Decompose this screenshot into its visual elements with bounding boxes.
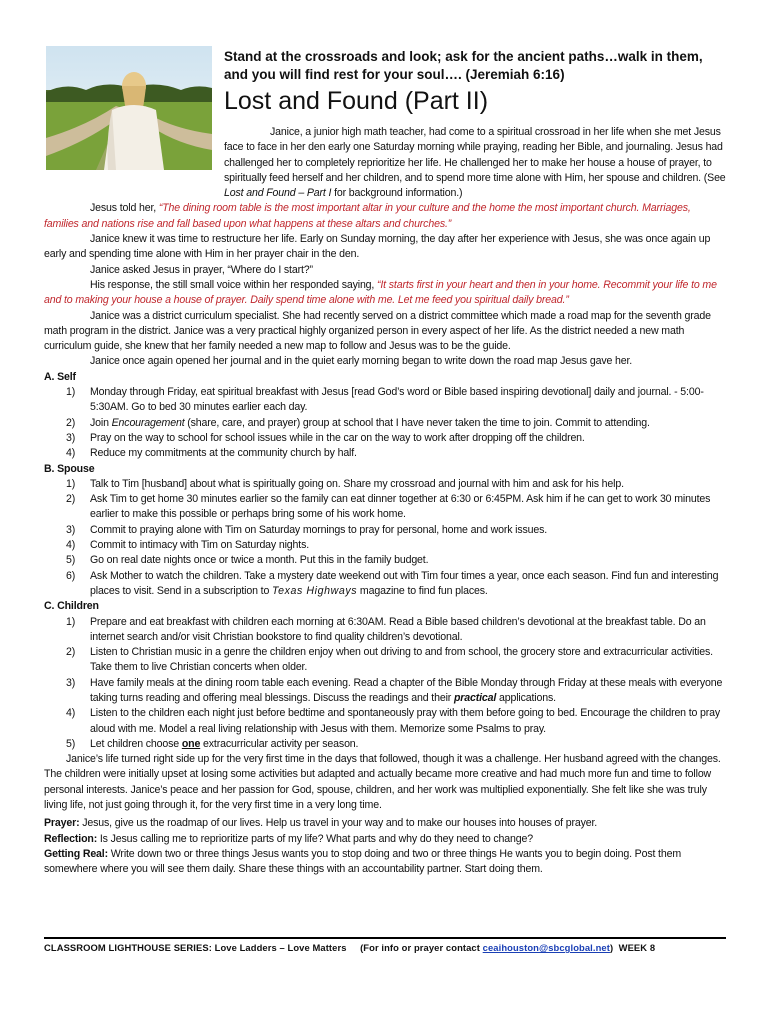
list-item: 5) Let children choose one extracurricular activity per season. xyxy=(66,737,359,750)
list-item: 3) Commit to praying alone with Tim on Saturday mornings to pray for personal, home and work issues. xyxy=(66,523,548,536)
restructure-paragraph: Janice knew it was time to restructure her life. Early on Sunday morning, the day after her experience with Jesus, she was once again up early and spending time alone with Him in her prayer chair in the den. xyxy=(44,233,711,261)
section-heading-children: C. Children xyxy=(44,600,99,613)
jesus-quote: “The dining room table is the most important altar in your culture and the home the most important church. Marriages, families and nations rise and fall based upon what happens at these altars and churches.” xyxy=(44,202,691,230)
header xyxy=(224,48,724,116)
journal-paragraph: Janice once again opened her journal and in the quiet early morning began to write down the road map Jesus gave her. xyxy=(90,355,633,368)
list-item: 3) Have family meals at the dining room table each evening. Read a chapter of the Bible Monday through Friday at these meals with everyone taking turns reading and offering meal blessings. Discuss the readings and their practical applications. xyxy=(66,676,723,704)
list-item: 2) Listen to Christian music in a genre the children enjoy when out driving to and from school, the grocery store and extracurricular activities. Take them to live Christian concerts when older. xyxy=(66,646,713,674)
list-item: 2) Join Encouragement (share, care, and prayer) group at school that I have never taken the time to join. Commit to attending. xyxy=(66,416,650,429)
scripture-verse: Stand at the crossroads and look; ask for the ancient paths…walk in them, and you will find rest for your soul…. (Jeremiah 6:16) xyxy=(224,49,703,82)
children-list xyxy=(44,615,726,753)
spouse-list xyxy=(44,477,726,599)
contact-email-link[interactable]: ceaihouston@sbcglobal.net xyxy=(482,942,610,953)
jesus-told-paragraph: Jesus told her, “The dining room table is the most important altar in your culture and the home the most important church. Marriages, families and nations rise and fall based upon what happens at these altars and churches.” xyxy=(44,202,691,230)
footer: CLASSROOM LIGHTHOUSE SERIES: Love Ladders – Love Matters (For info or prayer contact ceaihouston@sbcglobal.net) WEEK 8 xyxy=(44,937,726,953)
asked-paragraph: Janice asked Jesus in prayer, “Where do I start?” xyxy=(90,263,313,276)
list-item: 5) Go on real date nights once or twice a month. Put this in the family budget. xyxy=(66,554,429,567)
list-item: 1) Monday through Friday, eat spiritual breakfast with Jesus [read God’s word or Bible based inspiring devotional] daily and journal. - 5:00-5:30AM. Go to bed 30 minutes earlier each day. xyxy=(66,386,704,414)
response-paragraph: His response, the still small voice within her responded saying, “It starts first in your heart and then in your home. Recommit your life to me and to making your house a house of prayer. Daily spend time alone with me. Let me feed you spiritual daily bread.” xyxy=(44,278,717,307)
contact-lead: (For info or prayer contact xyxy=(360,942,483,953)
prayer-line: Prayer: Jesus, give us the roadmap of our lives. Help us travel in your way and to make our houses into houses of prayer. xyxy=(44,817,598,830)
outcome-paragraph: Janice’s life turned right side up for the very first time in the days that followed, though it was a challenge. Her husband agreed with the changes. The children were initially upset at losing some activities but adapted and actually became more creative and had much more fun and time to follow personal interests. Janice’s peace and her passion for God, spouse, children, and her work was multiplied exponentially. She felt like she was truly living life, not just going through it, for the very first time in a very long time. xyxy=(44,753,721,812)
article-body xyxy=(44,125,726,878)
list-item: 1) Talk to Tim [husband] about what is spiritually going on. Share my crossroad and journal with him and ask for his help. xyxy=(66,477,624,490)
page-title: Lost and Found (Part II) xyxy=(224,87,489,115)
district-paragraph: Janice was a district curriculum specialist. She had recently served on a district committee which made a road map for the seventh grade math program in the district. Janice was a very practical highly organized person in every aspect of her life. As the district needed a new math curriculum guide, she knew that her family needed a new map to follow and Jesus was to be the guide. xyxy=(44,309,711,353)
intro-paragraph: Janice, a junior high math teacher, had come to a spiritual crossroad in her life when she met Jesus face to face in her den early one Saturday morning while praying, reading her Bible, and journaling. Jesus had challenged her to completely reprioritize her life. He challenged her to make her house a house of prayer, to spiritually feed herself and her children, and to spend more time alone with Him, her spouse and children. (See Lost and Found – Part I for background information.) xyxy=(224,126,726,200)
reflection-line: Reflection: Is Jesus calling me to reprioritize parts of my life? What parts and why do they need to change? xyxy=(44,832,534,845)
list-item: 1) Prepare and eat breakfast with children each morning at 6:30AM. Read a Bible based children’s devotional at the breakfast table. Do an internet search and/or visit Christian bookstore to find quality children’s devotional. xyxy=(66,615,706,643)
section-heading-spouse: B. Spouse xyxy=(44,462,95,475)
list-item: 4) Listen to the children each night just before bedtime and spontaneously pray with them before going to bed. Encourage the children to pray aloud with me. Model a real living relationship with Jesus with them. Memorize some Psalms to pray. xyxy=(66,707,721,735)
list-item: 2) Ask Tim to get home 30 minutes earlier so the family can eat dinner together at 6:30 or 6:45PM. Ask him if he can get to work 30 minutes earlier to make this possible or perhaps bring some of his work home. xyxy=(66,493,711,521)
week-label: WEEK 8 xyxy=(618,942,656,953)
section-heading-self: A. Self xyxy=(44,370,76,383)
list-item: 4) Commit to intimacy with Tim on Saturday nights. xyxy=(66,539,310,552)
list-item: 3) Pray on the way to school for school issues while in the car on the way to work after dropping off the children. xyxy=(66,431,585,444)
list-item: 6) Ask Mother to watch the children. Take a mystery date weekend out with Tim four times a year, once each season. Find fun and interesting places to visit. Send in a subscription to Texas Highways magazine to find fun places. xyxy=(66,569,719,597)
self-list xyxy=(44,385,726,461)
getting-real-paragraph: Getting Real: Write down two or three things Jesus wants you to stop doing and two or three things He wants you to begin doing. Post them somewhere where you will see them daily. Share these things with an accountability partner. Start doing them. xyxy=(44,847,682,876)
series-name: CLASSROOM LIGHTHOUSE SERIES: Love Ladders – Love Matters xyxy=(44,942,347,953)
response-quote: “It starts first in your heart and then in your home. Recommit your life to me and to making your house a house of prayer. Daily spend time alone with me. Let me feed you spiritual daily bread.” xyxy=(44,278,717,307)
list-item: 4) Reduce my commitments at the community church by half. xyxy=(66,447,357,460)
